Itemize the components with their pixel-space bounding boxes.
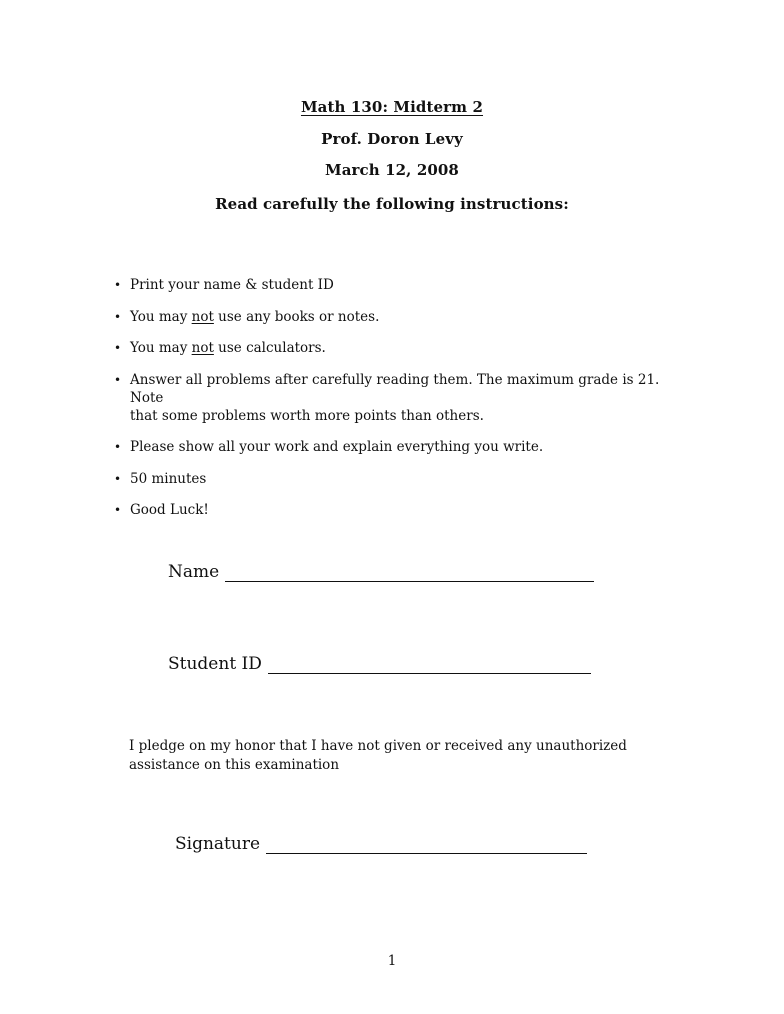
bullet-icon: • <box>114 503 122 517</box>
instruction-text: 50 minutes <box>130 470 207 487</box>
name-field <box>168 562 594 582</box>
honor-pledge <box>129 737 649 775</box>
bullet-icon: • <box>114 341 122 355</box>
instruction-item <box>112 470 672 488</box>
instruction-item <box>112 276 672 294</box>
instruction-text: Please show all your work and explain everything you write. <box>130 439 544 455</box>
exam-title: Math 130: Midterm 2 <box>300 98 484 116</box>
pledge-line: assistance on this examination <box>129 757 340 773</box>
bullet-icon: • <box>114 372 122 387</box>
instruction-item <box>112 308 672 326</box>
bullet-icon: • <box>114 309 122 324</box>
bullet-icon: • <box>114 440 122 454</box>
instruction-text: You may <box>130 308 192 325</box>
signature-label: Signature <box>175 834 261 854</box>
pledge-line: I pledge on my honor that I have not given or received any unauthorized <box>129 738 627 754</box>
instructions-heading: Read carefully the following instructions: <box>215 195 569 213</box>
instruction-item <box>112 339 672 357</box>
instruction-item <box>112 438 672 456</box>
professor-name: Prof. Doron Levy <box>321 130 463 148</box>
name-label: Name <box>168 562 220 582</box>
instruction-text: You may <box>130 340 192 356</box>
bullet-icon: • <box>114 471 122 486</box>
instruction-emphasis: not <box>191 308 214 325</box>
page-number: 1 <box>387 953 397 969</box>
instruction-emphasis: not <box>191 340 214 356</box>
bullet-icon: • <box>114 278 122 292</box>
instruction-text: use any books or notes. <box>213 308 380 325</box>
signature-field <box>175 834 587 854</box>
instructions-list <box>112 276 672 533</box>
instruction-text: Good Luck! <box>130 502 209 518</box>
instruction-text: Print your name & student ID <box>130 277 334 293</box>
instruction-text-continued: that some problems worth more points than others. <box>130 407 484 424</box>
student-id-blank-line[interactable] <box>268 657 591 674</box>
signature-blank-line[interactable] <box>266 837 587 854</box>
instruction-item <box>112 501 672 519</box>
instruction-text: Answer all problems after carefully reading them. The maximum grade is 21. Note <box>130 371 660 406</box>
student-id-label: Student ID <box>168 654 262 674</box>
name-blank-line[interactable] <box>225 565 594 582</box>
instruction-text: use calculators. <box>213 340 326 356</box>
exam-date: March 12, 2008 <box>325 161 459 179</box>
student-id-field <box>168 654 591 674</box>
instruction-item <box>112 371 672 425</box>
